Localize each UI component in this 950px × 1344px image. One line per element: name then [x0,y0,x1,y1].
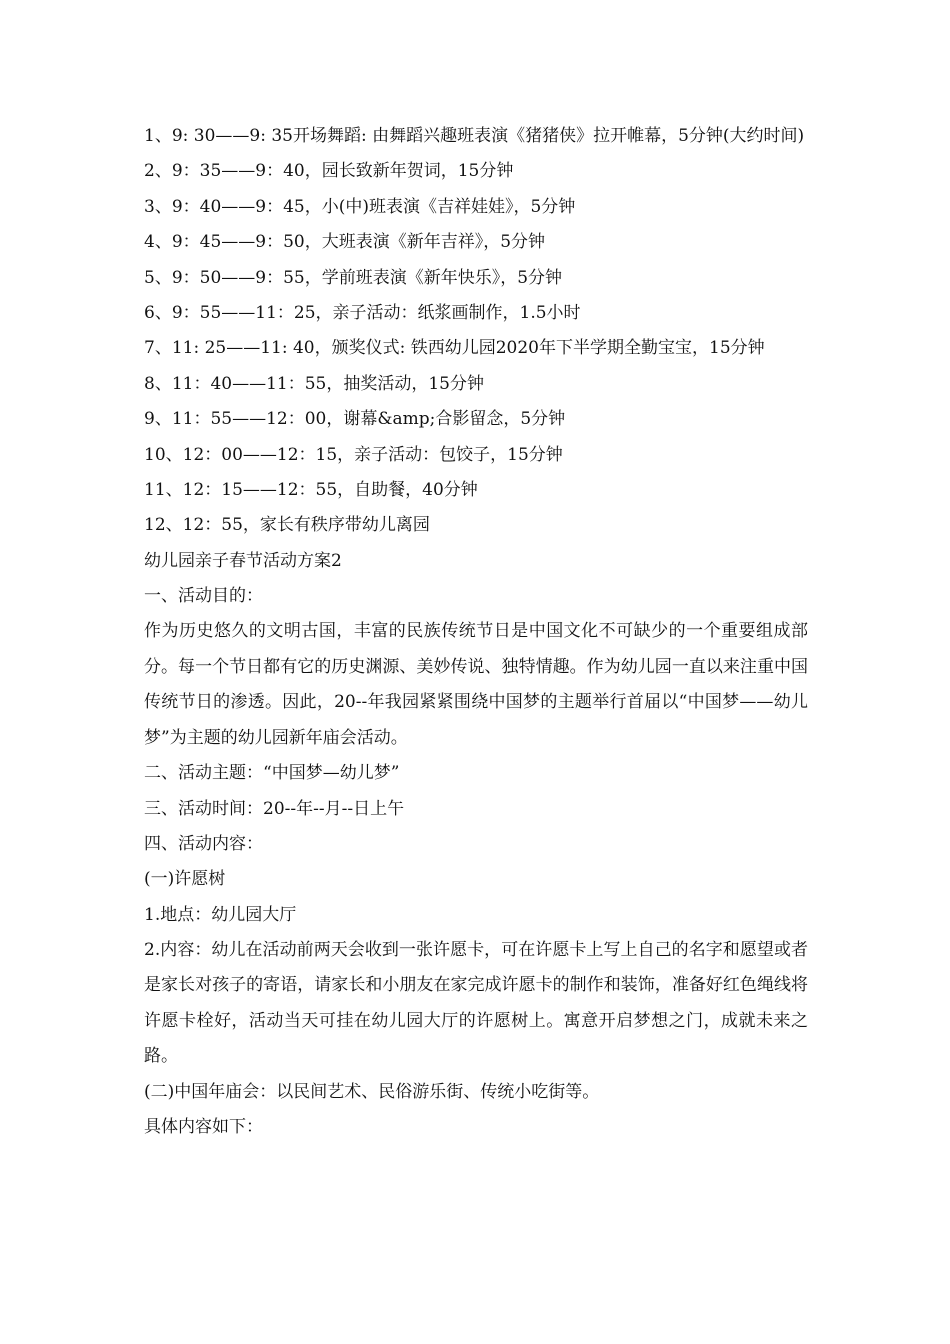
schedule-item-12: 12、12：55，家长有秩序带幼儿离园 [144,515,430,536]
wish-tree-heading: (一)许愿树 [144,869,226,890]
schedule-item-4: 4、9：45——9：50，大班表演《新年吉祥》，5分钟 [144,232,546,253]
time-line: 三、活动时间：20--年--月--日上午 [144,798,405,819]
schedule-item-5: 5、9：50——9：55，学前班表演《新年快乐》，5分钟 [144,267,563,288]
schedule-item-10: 10、12：00——12：15，亲子活动：包饺子，15分钟 [144,444,563,465]
schedule-item-8: 8、11：40——11：55，抽奖活动，15分钟 [144,373,484,394]
schedule-item-2: 2、9：35——9：40，园长致新年贺词，15分钟 [144,161,514,182]
document-page [144,119,808,1145]
schedule-item-9: 9、11：55——12：00，谢幕&amp;合影留念，5分钟 [144,409,566,430]
goal-paragraph: 作为历史悠久的文明古国，丰富的民族传统节日是中国文化不可缺少的一个重要组成部分。每一个节日都有它的历史渊源、美妙传说、独特情趣。作为幼儿园一直以来注重中国传统节日的渗透。因此，20--年我园紧紧围绕中国梦的主题举行首届以“中国梦——幼儿梦”为主题的幼儿园新年庙会活动。 [144,621,808,748]
goal-heading: 一、活动目的： [144,586,263,607]
theme-line: 二、活动主题：“中国梦—幼儿梦” [144,763,400,784]
schedule-item-6: 6、9：55——11：25，亲子活动：纸浆画制作，1.5小时 [144,302,581,323]
schedule-item-11: 11、12：15——12：55，自助餐，40分钟 [144,479,478,500]
plan2-title: 幼儿园亲子春节活动方案2 [144,550,342,571]
temple-fair-line: (二)中国年庙会：以民间艺术、民俗游乐街、传统小吃街等。 [144,1081,600,1102]
location-line: 1.地点：幼儿园大厅 [144,904,297,925]
schedule-item-3: 3、9：40——9：45，小(中)班表演《吉祥娃娃》，5分钟 [144,196,576,217]
schedule-item-7: 7、11: 25——11: 40，颁奖仪式: 铁西幼儿园2020年下半学期全勤宝宝，15分钟 [144,338,765,359]
details-line: 具体内容如下： [144,1117,263,1138]
schedule-item-1: 1、9: 30——9: 35开场舞蹈: 由舞蹈兴趣班表演《猪猪侠》拉开帷幕，5分钟(大约时间) [144,126,805,146]
content-heading: 四、活动内容： [144,833,263,854]
content-paragraph: 2.内容：幼儿在活动前两天会收到一张许愿卡，可在许愿卡上写上自己的名字和愿望或者是家长对孩子的寄语，请家长和小朋友在家完成许愿卡的制作和装饰，准备好红色绳线将许愿卡栓好，活动当天可挂在幼儿园大厅的许愿树上。寓意开启梦想之门，成就未来之路。 [144,940,808,1067]
